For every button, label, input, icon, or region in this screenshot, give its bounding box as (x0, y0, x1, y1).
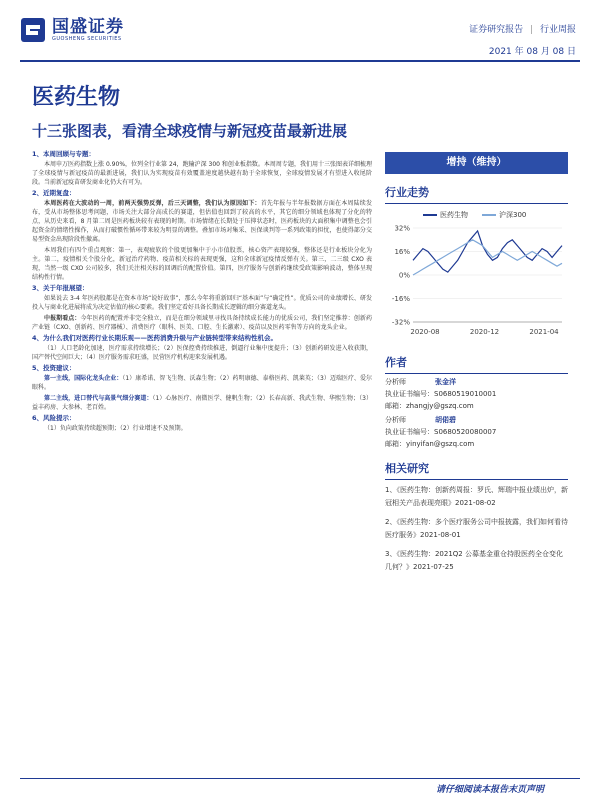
section-6-paragraph (32, 394, 372, 412)
analyst-2-title: 分析师 (385, 416, 406, 424)
x-tick-label: 2020-08 (410, 328, 440, 336)
section-5-heading: 5、投资建议： (32, 364, 76, 372)
section-4-heading: 4、为什么我们对医药行业长期乐观——医药消费升级与产业链转型带来结构性机会。 (32, 334, 278, 342)
analyst-1-email[interactable]: zhangjy@gszq.com (406, 402, 474, 410)
legend-item-hs300 (482, 210, 526, 220)
logo-text-cn: 国盛证券 (52, 16, 124, 37)
logo-mark-icon (20, 17, 46, 43)
section-7-text: （1）负向政策持续超预期；（2）行业增速不及预期。 (44, 425, 187, 432)
section-1-heading: 1、本周回顾与专题： (32, 150, 96, 158)
section-2-paragraph (32, 199, 372, 244)
trend-title: 行业走势 (385, 184, 568, 204)
analyst-1-email-label: 邮箱： (385, 402, 406, 410)
rating-badge: 增持（维持） (385, 152, 568, 174)
sector-title: 医药生物 (32, 84, 121, 110)
section-2-text: 首先年报与半年报数据方面在本周陆续发布，受从市场整体思考问题，市场关注大部分高成长的赛道，但估值也回到了较高的水平，其它的细分领域也体现了分化的特点，从历史来看，8 月第二周是医药板块较有表现的时期。市场情绪在长期处于压抑状态时，医药板块的大面积集中调整也会引起资金的情绪性操作，从而打破惯性循环带来较为明显的调整。叠加市场对集采、医保谈判等一系列政策的担忧，也使得部分交易型资金出现阶段性撤离。 (32, 200, 372, 243)
x-tick-label: 2020-12 (469, 328, 500, 336)
analyst-2-cert-label: 执业证书编号： (385, 428, 434, 436)
section-2-text-2: 本周我们有四个重点观察：第一，表观疲软的个股更加集中于小市值股票，核心资产表现较强，整体还是行业板块分化为主。第二，疫情相关个股分化，新冠治疗药物、疫苗相关标的表现更强，这和全球新冠疫情反弹有关。第三，二三级 CXO 表现，当然一级 CXO 公司较多，我们关注相关标的回调后的配置价值。第四，医疗服务与创新药继续受政策影响波动，整体呈现结构性行情。 (32, 247, 372, 281)
section-3-paragraph-2 (32, 314, 372, 332)
related-report-3[interactable]: 3、《医药生物：2021Q2 公募基金重仓持股医药全仓变化几何？》2021-07-25 (385, 550, 563, 571)
chart-legend (423, 210, 568, 220)
section-2-lead: 本周医药在大波动的一周，前两天强势反弹，后三天调整，我们认为原因如下： (44, 200, 261, 207)
report-title: 十三张图表，看清全球疫情与新冠疫苗最新进展 (32, 122, 348, 140)
report-category: 行业周报 (539, 25, 576, 35)
y-tick-label: 16% (394, 248, 410, 256)
trend-chart (385, 210, 568, 344)
company-logo (20, 14, 160, 46)
header-separator: | (530, 25, 534, 35)
analyst-2-name: 胡偌碧 (435, 416, 456, 424)
sidebar (385, 152, 568, 580)
analyst-1-cert: S0680519010001 (434, 390, 497, 398)
report-type-header (469, 22, 576, 35)
y-tick-label: -32% (391, 318, 410, 327)
section-5-text: （1）康希诺、智飞生物、沃森生物；（2）药明康德、泰格医药、凯莱英；（3）迈瑞医疗、爱尔眼科。 (32, 375, 372, 391)
related-report-2[interactable]: 2、《医药生物：多个医疗服务公司中报披露，我们如何看待医疗服务》2021-08-01 (385, 518, 568, 539)
section-3-text: 如果说去 3-4 年医药股都是在资本市场“说好故事”，那么今年将重新回归“基本面”与“确定性”。优质公司的业绩增长、研发投入与商业化进展将成为决定估值的核心要素。我们坚定看好具备长期成长逻辑的细分赛道龙头。 (32, 295, 372, 311)
report-date: 2021 年 08 月 08 日 (488, 47, 576, 57)
section-4-text: （1）人口老龄化加速，医疗需求持续增长；（2）医保控费持续推进，倒逼行业集中度提升；（3）创新药研发进入收获期，国产替代空间巨大；（4）医疗服务需求旺盛，民营医疗机构迎来发展机遇。 (32, 345, 372, 361)
header-divider (20, 60, 580, 62)
related-report-1[interactable]: 1、《医药生物：创新药周报：罗氏、辉瑞中报业绩出炉，新冠相关产品表现亮眼》2021-08-02 (385, 486, 568, 507)
x-tick-label: 2021-04 (529, 328, 559, 336)
related-title: 相关研究 (385, 460, 568, 480)
section-2-heading: 2、近期复盘： (32, 189, 76, 197)
analyst-1-name: 张金洋 (435, 378, 456, 386)
y-tick-label: -16% (391, 295, 410, 303)
section-1-text: 本周申万医药指数上涨 0.90%，位列全行业第 24，跑输沪深 300 和创业板指数。本周周专题，我们用十三张图表详细梳理了全球疫情与新冠疫苗的最新进展，我们认为实现疫苗有效覆盖速度越快越有助于全球恢复，全球疫情发展才有望进入收尾阶段。当前新冠疫苗研发商业化仍大有可为。 (32, 161, 372, 186)
section-5-lead: 第一主线，国际化龙头企业： (44, 375, 123, 382)
section-7-heading: 6、风险提示： (32, 414, 76, 422)
analyst-1 (385, 376, 568, 412)
legend-label-pharma: 医药生物 (440, 211, 468, 219)
authors-title: 作者 (385, 354, 568, 374)
footer-disclaimer: 请仔细阅读本报告末页声明 (435, 785, 544, 795)
series-line-hs300 (413, 240, 562, 275)
section-3-heading: 3、关于年报展望： (32, 284, 89, 292)
section-6-text: （1）心脉医疗、南微医学、健帆生物；（2）长春高新、我武生物、华熙生物；（3）益丰药房、大参林、老百姓。 (32, 395, 372, 411)
legend-item-pharma (423, 210, 468, 220)
analyst-2 (385, 414, 568, 450)
footer-divider (20, 778, 580, 779)
report-type: 证券研究报告 (469, 25, 524, 35)
y-tick-label: 0% (398, 271, 410, 280)
legend-label-hs300: 沪深300 (499, 211, 527, 219)
section-3-lead: 中报期看点： (44, 315, 81, 322)
related-reports-list (385, 484, 568, 574)
analyst-1-cert-label: 执业证书编号： (385, 390, 434, 398)
analyst-1-title: 分析师 (385, 378, 406, 386)
legend-swatch-pharma (423, 214, 437, 216)
trend-chart-svg (385, 220, 568, 340)
analyst-2-cert: S0680520080007 (434, 428, 497, 436)
analyst-2-email-label: 邮箱： (385, 440, 406, 448)
section-3-text-2: 今年医药的配置并非完全独立，而是在细分领域里寻找具备持续成长能力的优质公司，我们坚定推荐：创新药产业链（CXO、创新药、医疗器械）、消费医疗（眼科、医美、口腔、生长激素）、疫苗以及医药零售等方向的龙头企业。 (32, 315, 372, 331)
logo-text-en: GUOSHENG SECURITIES (52, 35, 122, 42)
y-tick-label: 32% (394, 224, 410, 233)
report-body (32, 148, 372, 435)
section-6-lead: 第二主线，进口替代与高景气细分赛道： (44, 395, 153, 402)
analyst-2-email[interactable]: yinyifan@gszq.com (406, 440, 475, 448)
section-5-paragraph (32, 374, 372, 392)
legend-swatch-hs300 (482, 214, 496, 216)
